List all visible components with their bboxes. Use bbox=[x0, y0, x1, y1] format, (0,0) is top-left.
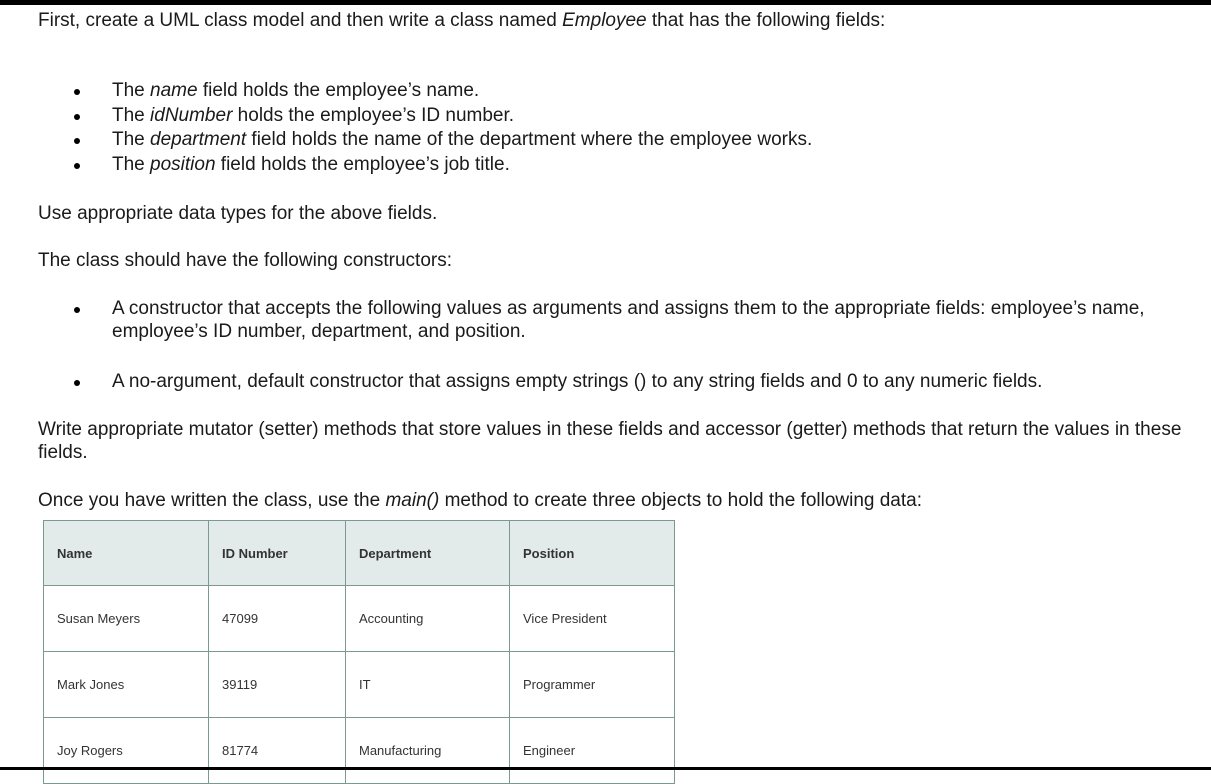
column-header: ID Number bbox=[209, 521, 346, 586]
table-row bbox=[44, 718, 675, 784]
table-cell: Mark Jones bbox=[44, 652, 209, 718]
table-cell: IT bbox=[346, 652, 510, 718]
data-types-note: Use appropriate data types for the above fields. bbox=[38, 203, 438, 224]
field-item-department: The department field holds the name of the department where the employee works. bbox=[62, 128, 812, 153]
column-header: Department bbox=[346, 521, 510, 586]
constructors-list-2 bbox=[62, 370, 1202, 393]
table-row bbox=[44, 586, 675, 652]
table-cell: Accounting bbox=[346, 586, 510, 652]
class-name: Employee bbox=[562, 10, 647, 31]
table-cell: 47099 bbox=[209, 586, 346, 652]
table-cell: Vice President bbox=[510, 586, 675, 652]
table-cell: Engineer bbox=[510, 718, 675, 784]
intro-text: First, create a UML class model and then write a class named bbox=[38, 10, 563, 31]
field-item-position: The position field holds the employee’s job title. bbox=[62, 153, 812, 178]
table-cell: 39119 bbox=[209, 652, 346, 718]
column-header: Name bbox=[44, 521, 209, 586]
constructors-list-1 bbox=[62, 297, 1202, 343]
constructors-heading: The class should have the following constructors: bbox=[38, 250, 452, 271]
table-row bbox=[44, 652, 675, 718]
column-header: Position bbox=[510, 521, 675, 586]
main-method: main() bbox=[385, 490, 440, 511]
field-item-name: The name field holds the employee’s name. bbox=[62, 79, 812, 104]
table-cell: Manufacturing bbox=[346, 718, 510, 784]
top-border bbox=[0, 0, 1211, 5]
table-cell: Susan Meyers bbox=[44, 586, 209, 652]
main-note: Once you have written the class, use the main() method to create three objects to hold the following data: bbox=[38, 490, 923, 511]
fields-list bbox=[62, 79, 812, 177]
intro-text-end: that has the following fields: bbox=[646, 10, 886, 31]
constructor-item-default: A no-argument, default constructor that assigns empty strings () to any string fields and 0 to any numeric fields. bbox=[62, 370, 1202, 393]
table-cell: Programmer bbox=[510, 652, 675, 718]
table-cell: Joy Rogers bbox=[44, 718, 209, 784]
employee-data-table bbox=[43, 520, 675, 784]
table-header-row bbox=[44, 521, 675, 586]
field-item-idnumber: The idNumber holds the employee’s ID number. bbox=[62, 104, 812, 129]
intro-paragraph bbox=[38, 9, 885, 32]
constructor-item-args: A constructor that accepts the following values as arguments and assigns them to the appropriate fields: employee’s name, employee’s ID number, department, and position. bbox=[62, 297, 1202, 343]
table-cell: 81774 bbox=[209, 718, 346, 784]
methods-note: Write appropriate mutator (setter) methods that store values in these fields and accessor (getter) methods that return the values in these fields. bbox=[38, 419, 1182, 463]
